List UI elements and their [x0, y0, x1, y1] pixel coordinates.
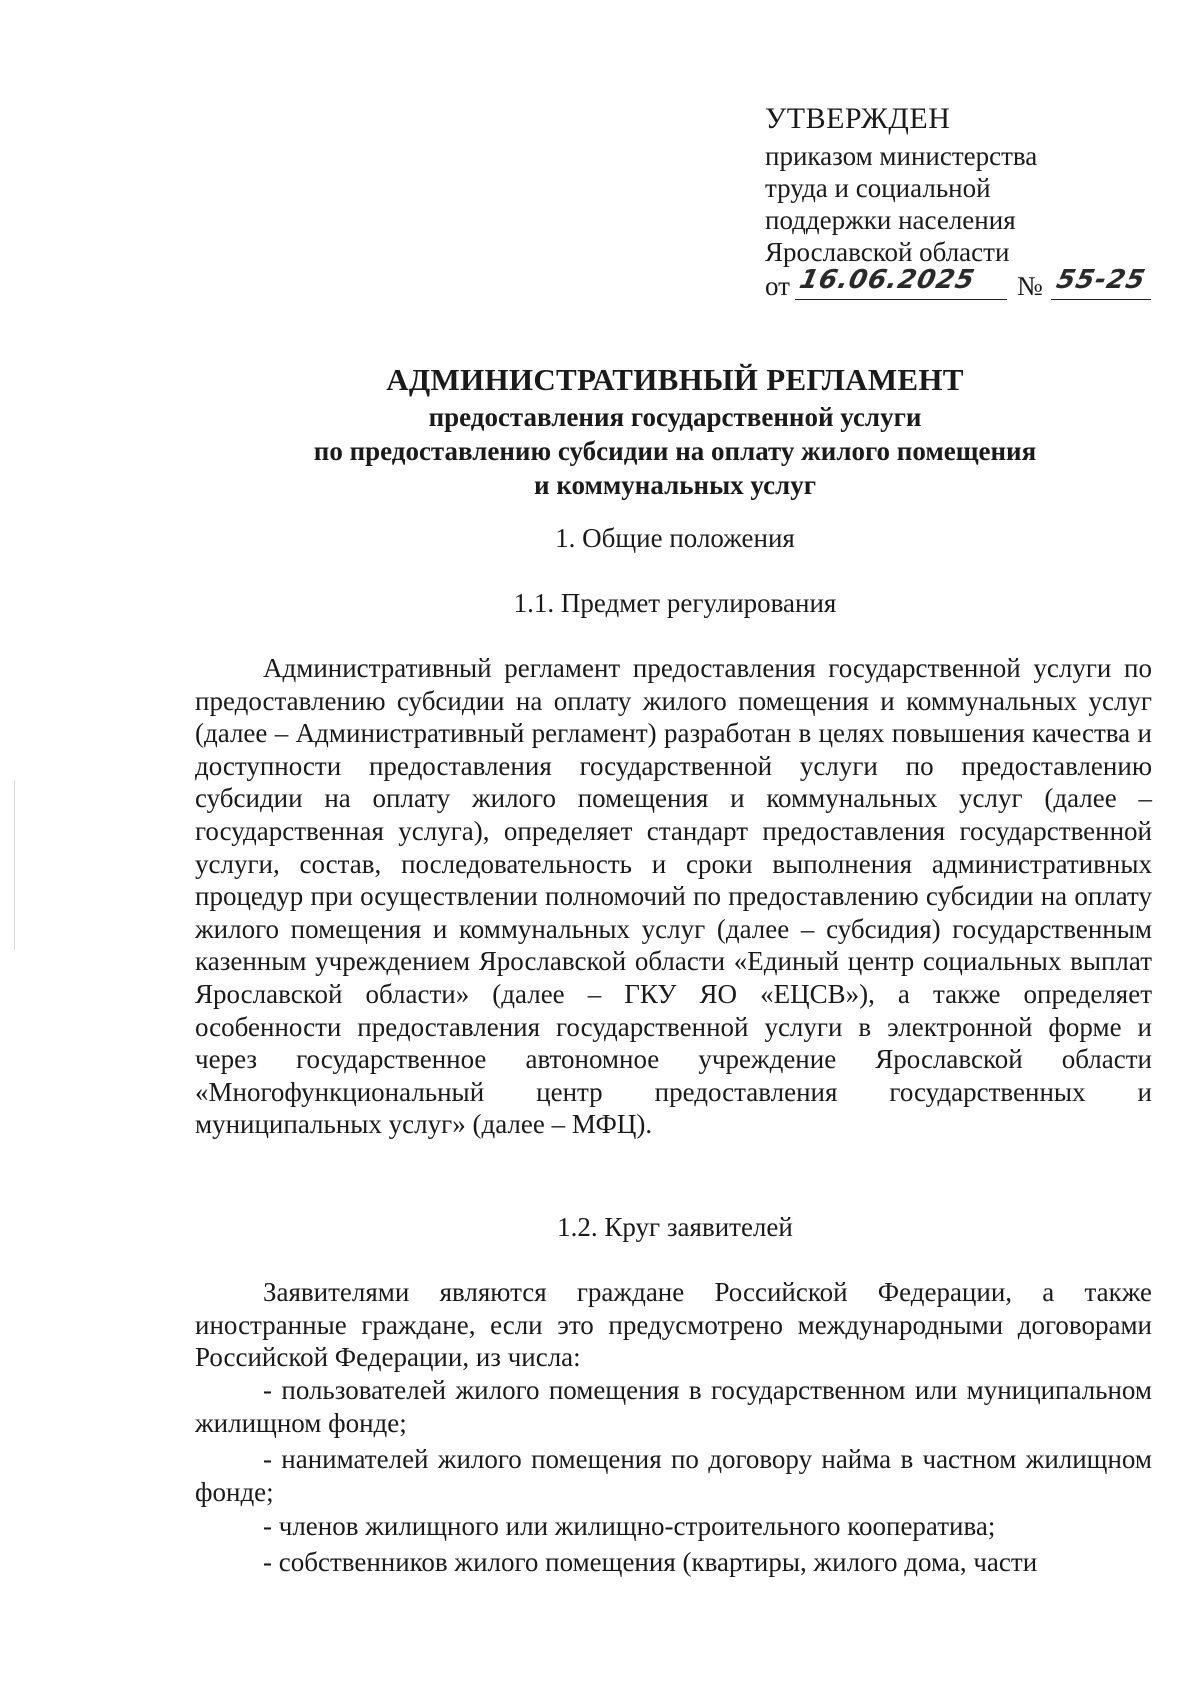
- list-item: - собственников жилого помещения (квартиры, жилого дома, части: [263, 1547, 1038, 1577]
- document-title: [200, 360, 1150, 502]
- subsection-heading-1-2: 1.2. Круг заявителей: [557, 1212, 793, 1242]
- number-underline: [1051, 299, 1151, 300]
- title-sub-2: по предоставлению субсидии на оплату жилого помещения: [313, 436, 1037, 466]
- title-sub-1: предоставления государственной услуги: [428, 402, 922, 432]
- approval-date-number-row: [765, 265, 1165, 304]
- list-item: - нанимателей жилого помещения по договору найма в частном жилищном фонде;: [195, 1444, 1152, 1507]
- date-underline: [795, 299, 1007, 300]
- paragraph-subject-of-regulation: Административный регламент предоставления государственной услуги по предоставлению субсидии на оплату жилого помещения и коммунальных услуг (далее – Административный регламент) разработан в целях повышения качества и доступности предоставления государственной услуги по предоставлению субсидии на оплату жилого помещения и коммунальных услуг (далее – государственная услуга), определяет стандарт предоставления государственной услуги, состав, последовательность и сроки выполнения административных процедур при осуществлении полномочий по предоставлению субсидии на оплату жилого помещения и коммунальных услуг (далее – субсидия) государственным казенным учреждением Ярославской области «Единый центр социальных выплат Ярославской области» (далее – ГКУ ЯО «ЕЦСВ»), а также определяет особенности предоставления государственной услуги в электронной форме и через государственное автономное учреждение Ярославской области «Многофункциональный центр предоставления государственных и муниципальных услуг» (далее – МФЦ).: [195, 653, 1152, 1140]
- approval-line-1: приказом министерства: [765, 141, 1038, 171]
- date-prefix: от: [765, 271, 790, 301]
- approval-title: УТВЕРЖДЕН: [765, 102, 951, 135]
- handwritten-date: 16.06.2025: [796, 265, 978, 295]
- title-main: АДМИНИСТРАТИВНЫЙ РЕГЛАМЕНТ: [386, 362, 964, 397]
- approval-line-3: поддержки населения: [765, 205, 1016, 235]
- approval-block: [765, 100, 1165, 304]
- handwritten-number: 55-25: [1053, 265, 1149, 295]
- approval-line-2: труда и социальной: [765, 173, 991, 203]
- section-heading-1: 1. Общие положения: [555, 523, 795, 553]
- title-sub-3: и коммунальных услуг: [534, 470, 816, 500]
- number-prefix: №: [1017, 271, 1043, 301]
- list-item: - пользователей жилого помещения в государственном или муниципальном жилищном фонде;: [195, 1375, 1152, 1438]
- approval-line-4: Ярославской области: [765, 237, 1010, 267]
- subsection-heading-1-1: 1.1. Предмет регулирования: [513, 588, 837, 618]
- paragraph-applicants: Заявителями являются граждане Российской Федерации, а также иностранные граждане, если это предусмотрено международными договорами Российской Федерации, из числа:: [195, 1277, 1152, 1373]
- list-item: - членов жилищного или жилищно-строительного кооператива;: [263, 1511, 996, 1541]
- scan-artifact: [14, 780, 15, 950]
